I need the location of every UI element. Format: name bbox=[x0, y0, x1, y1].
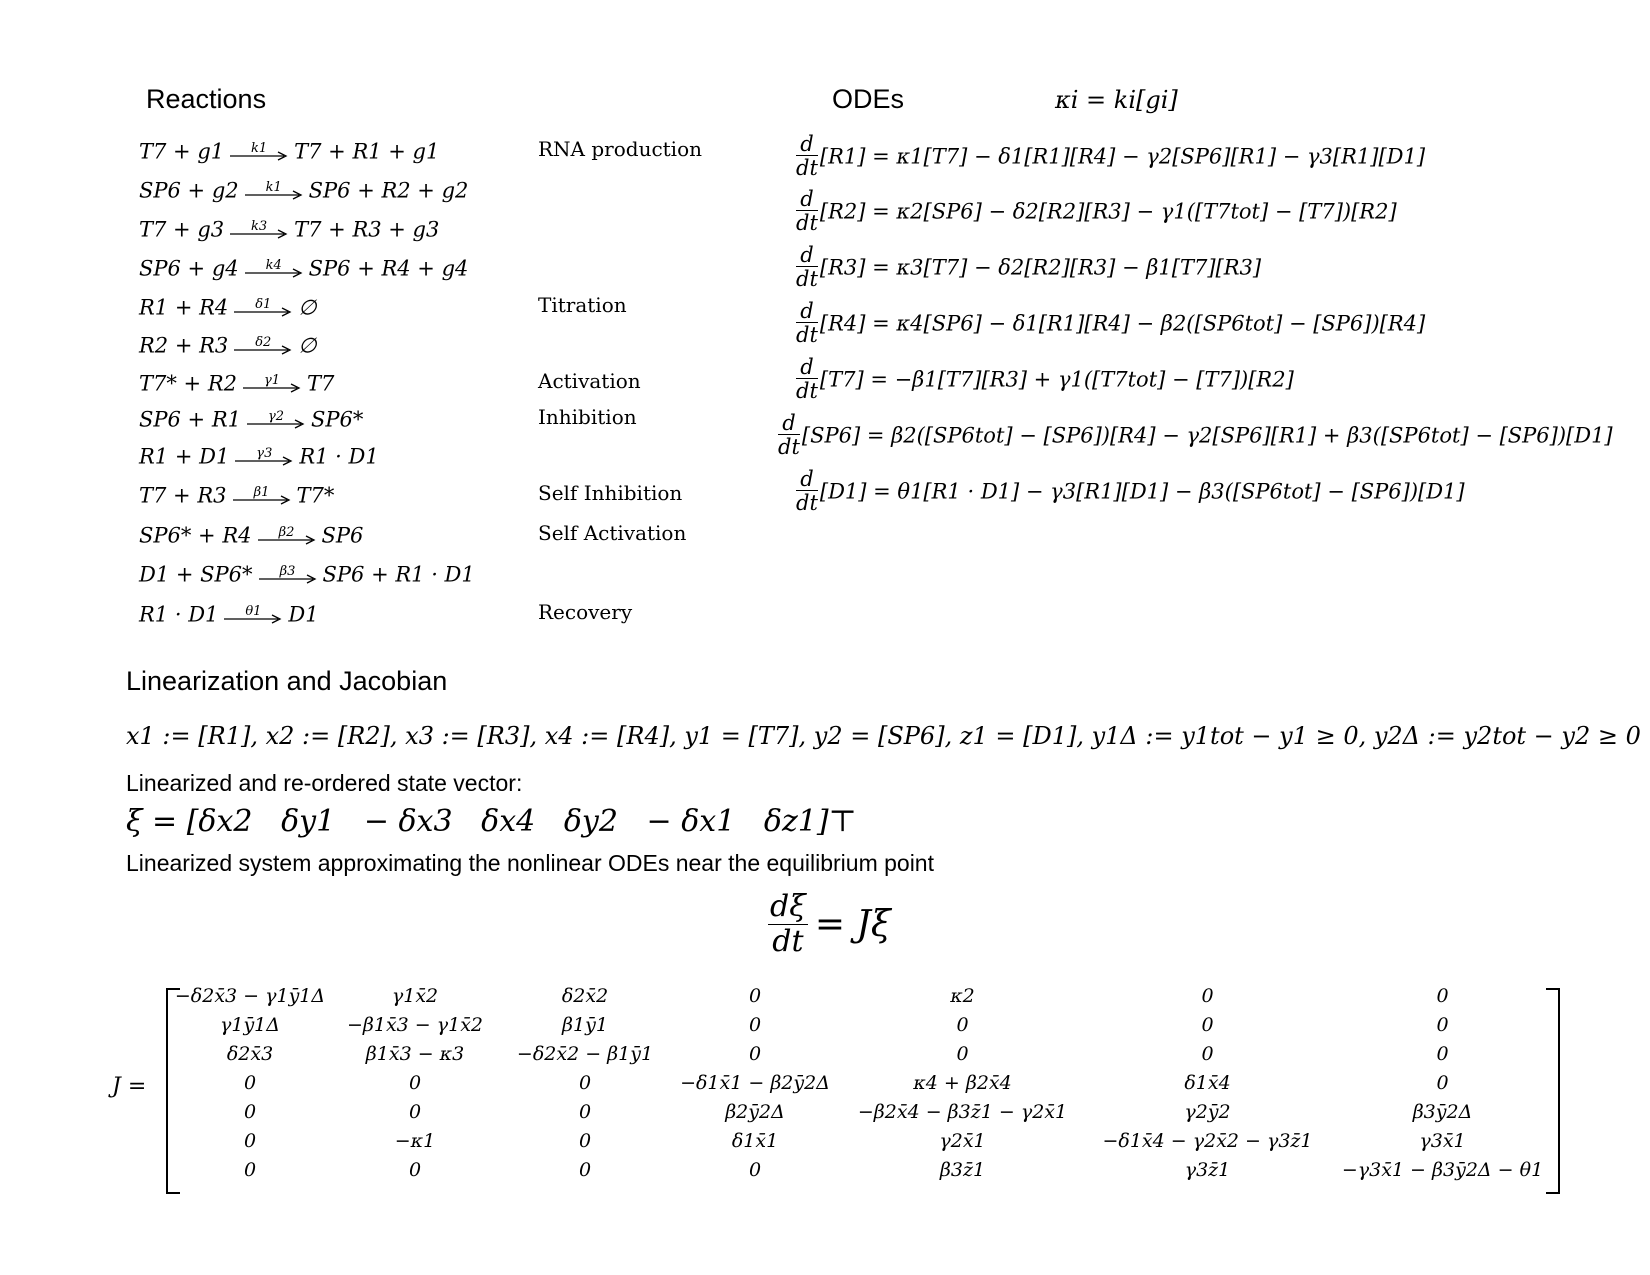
reaction-rate: δ1 bbox=[255, 296, 272, 312]
reaction-rate: k4 bbox=[265, 257, 282, 273]
jacobian-entry: −κ1 bbox=[394, 1130, 436, 1152]
reaction-arrow-icon bbox=[230, 220, 288, 240]
ode-expression: [T7] = −β1[T7][R3] + γ1([T7tot] − [T7])[R2] bbox=[819, 367, 1294, 392]
reaction-row bbox=[139, 289, 317, 323]
derivative-denominator: dt bbox=[796, 379, 818, 403]
reaction-row bbox=[139, 401, 363, 435]
reaction-rate: γ1 bbox=[263, 372, 281, 388]
jacobian-entry: 0 bbox=[243, 1159, 257, 1181]
reaction-products: ∅ bbox=[298, 295, 317, 320]
reaction-category-label: Self Activation bbox=[538, 521, 687, 545]
reaction-arrow-icon bbox=[243, 374, 301, 394]
jacobian-entry: γ2ȳ2 bbox=[1184, 1101, 1231, 1123]
ode-equation bbox=[796, 300, 1425, 358]
reaction-category-label: Titration bbox=[538, 293, 627, 317]
jacobian-entry: γ3x̄1 bbox=[1419, 1130, 1466, 1152]
jacobian-entry: β3ȳ2Δ bbox=[1412, 1101, 1473, 1123]
reaction-reactants: SP6 + g2 bbox=[139, 178, 239, 203]
reactions-heading: Reactions bbox=[146, 84, 267, 114]
reaction-reactants: T7 + g3 bbox=[139, 217, 225, 242]
reaction-row bbox=[139, 556, 475, 590]
ode-equation bbox=[796, 244, 1261, 302]
jacobian-entry: −γ3x̄1 − β3ȳ2Δ − θ1 bbox=[1341, 1159, 1544, 1181]
reaction-products: SP6 + R4 + g4 bbox=[308, 256, 469, 281]
reaction-products: SP6 bbox=[321, 523, 364, 548]
reaction-rate: θ1 bbox=[245, 603, 262, 619]
linearization-heading: Linearization and Jacobian bbox=[126, 666, 448, 696]
reaction-row bbox=[139, 211, 439, 245]
jacobian-entry: δ2x̄2 bbox=[561, 985, 609, 1007]
reaction-rate: k1 bbox=[251, 140, 268, 156]
reaction-products: T7 bbox=[307, 371, 335, 396]
jacobian-entry: −δ1x̄4 − γ2x̄2 − γ3z̄1 bbox=[1102, 1130, 1313, 1152]
jacobian-entry: 0 bbox=[1201, 985, 1214, 1007]
jacobian-entry: −β1x̄3 − γ1x̄2 bbox=[346, 1014, 484, 1036]
derivative-numerator: d bbox=[796, 244, 818, 267]
derivative-denominator: dt bbox=[796, 491, 818, 515]
system-rhs: = Jξ bbox=[814, 904, 891, 945]
jacobian-entry: −β2x̄4 − β3z̄1 − γ2x̄1 bbox=[857, 1101, 1068, 1123]
fraction-numerator: dξ bbox=[770, 889, 806, 924]
jacobian-entry: 0 bbox=[1201, 1014, 1214, 1036]
jacobian-entry: 0 bbox=[1436, 1072, 1449, 1094]
derivative-numerator: d bbox=[778, 412, 800, 435]
reaction-reactants: SP6 + g4 bbox=[139, 256, 239, 281]
reaction-products: T7 + R1 + g1 bbox=[294, 139, 440, 164]
reaction-products: ∅ bbox=[298, 333, 317, 358]
derivative-fraction bbox=[796, 244, 818, 291]
reaction-reactants: D1 + SP6* bbox=[139, 562, 253, 587]
derivative-numerator: d bbox=[796, 133, 818, 156]
jacobian-entry: δ1x̄1 bbox=[731, 1130, 779, 1152]
jacobian-entry: 0 bbox=[578, 1101, 592, 1123]
reaction-category-label: RNA production bbox=[538, 137, 703, 161]
jacobian-entry: 0 bbox=[243, 1072, 257, 1094]
ode-expression: [R2] = κ2[SP6] − δ2[R2][R3] − γ1([T7tot] − [T7])[R2] bbox=[819, 199, 1397, 224]
reaction-rate: δ2 bbox=[255, 334, 272, 350]
jacobian-entry: 0 bbox=[408, 1159, 422, 1181]
derivative-denominator: dt bbox=[796, 267, 818, 291]
reaction-row bbox=[139, 517, 363, 551]
jacobian-entry: 0 bbox=[578, 1130, 592, 1152]
reaction-category-label: Activation bbox=[538, 369, 641, 393]
reaction-products: D1 bbox=[288, 602, 319, 627]
reaction-row bbox=[139, 477, 334, 511]
reaction-reactants: T7 + R3 bbox=[139, 483, 227, 508]
jacobian-entry: β1x̄3 − κ3 bbox=[365, 1043, 465, 1065]
linear-system-equation bbox=[768, 890, 891, 960]
reaction-arrow-icon bbox=[224, 605, 282, 625]
jacobian-entry: γ2x̄1 bbox=[939, 1130, 986, 1152]
reaction-rate: β3 bbox=[279, 563, 296, 579]
jacobian-entry: 0 bbox=[956, 1014, 969, 1036]
state-vector-caption: Linearized and re-ordered state vector: bbox=[126, 770, 523, 796]
reaction-rate: γ3 bbox=[256, 445, 273, 461]
reaction-category-label: Inhibition bbox=[538, 405, 637, 429]
jacobian-entry: κ2 bbox=[950, 985, 975, 1007]
jacobian-entry: 0 bbox=[1436, 1043, 1449, 1065]
dxi-dt-fraction bbox=[768, 890, 808, 959]
jacobian-entry: 0 bbox=[748, 1014, 762, 1036]
reaction-arrow-icon bbox=[230, 142, 288, 162]
jacobian-entry: β3z̄1 bbox=[939, 1159, 986, 1181]
jacobian-entry: 0 bbox=[578, 1072, 592, 1094]
reaction-products: R1 · D1 bbox=[299, 444, 379, 469]
reaction-products: SP6* bbox=[311, 407, 364, 432]
reaction-reactants: SP6* + R4 bbox=[139, 523, 252, 548]
reaction-rate: k1 bbox=[265, 179, 282, 195]
reaction-reactants: R1 + R4 bbox=[139, 295, 229, 320]
reaction-rate: γ2 bbox=[267, 408, 285, 424]
ode-expression: [R3] = κ3[T7] − δ2[R2][R3] − β1[T7][R3] bbox=[819, 255, 1262, 280]
reaction-category-label: Recovery bbox=[538, 600, 633, 624]
reaction-arrow-icon bbox=[233, 486, 291, 506]
derivative-numerator: d bbox=[796, 300, 818, 323]
fraction-denominator: dt bbox=[772, 924, 804, 959]
reaction-row bbox=[139, 172, 468, 206]
reaction-row bbox=[139, 250, 468, 284]
jacobian-entry: −δ1x̄1 − β2ȳ2Δ bbox=[680, 1072, 830, 1094]
derivative-numerator: d bbox=[796, 188, 818, 211]
ode-expression: [SP6] = β2([SP6tot] − [SP6])[R4] − γ2[SP6][R1] + β3([SP6tot] − [SP6])[D1] bbox=[801, 423, 1613, 448]
derivative-fraction bbox=[796, 188, 818, 235]
derivative-fraction bbox=[796, 468, 818, 515]
reaction-rate: β1 bbox=[253, 484, 270, 500]
reaction-row bbox=[139, 365, 334, 399]
jacobian-entry: 0 bbox=[408, 1072, 422, 1094]
jacobian-entry: γ1x̄2 bbox=[391, 985, 439, 1007]
derivative-denominator: dt bbox=[778, 435, 800, 459]
reaction-products: SP6 + R1 · D1 bbox=[322, 562, 475, 587]
reaction-arrow-icon bbox=[234, 336, 292, 356]
ode-equation bbox=[796, 188, 1397, 246]
reaction-reactants: T7 + g1 bbox=[139, 139, 225, 164]
jacobian-entry: 0 bbox=[408, 1101, 422, 1123]
reaction-row bbox=[139, 133, 439, 167]
jacobian-entry: −δ2x̄3 − γ1ȳ1Δ bbox=[174, 985, 326, 1007]
jacobian-entry: −δ2x̄2 − β1ȳ1 bbox=[516, 1043, 654, 1065]
jacobian-entry: γ3z̄1 bbox=[1184, 1159, 1231, 1181]
ode-expression: [R4] = κ4[SP6] − δ1[R1][R4] − β2([SP6tot] − [SP6])[R4] bbox=[819, 311, 1426, 336]
variable-definitions: x1 := [R1], x2 := [R2], x3 := [R3], x4 := [R4], y1 = [T7], y2 = [SP6], z1 = [D1], y1Δ := y1tot − y1 ≥ 0, y2Δ := y2tot − y2 ≥ 0 bbox=[126, 722, 1641, 750]
jacobian-entry: 0 bbox=[748, 1043, 762, 1065]
derivative-fraction bbox=[796, 356, 818, 403]
reaction-arrow-icon bbox=[235, 447, 293, 467]
jacobian-entry: δ1x̄4 bbox=[1184, 1072, 1231, 1094]
ode-expression: [R1] = κ1[T7] − δ1[R1][R4] − γ2[SP6][R1] − γ3[R1][D1] bbox=[819, 144, 1426, 169]
reaction-reactants: R2 + R3 bbox=[139, 333, 229, 358]
jacobian-entry: δ2x̄3 bbox=[226, 1043, 274, 1065]
reaction-products: SP6 + R2 + g2 bbox=[308, 178, 469, 203]
jacobian-matrix bbox=[170, 982, 1555, 1192]
system-caption: Linearized system approximating the nonlinear ODEs near the equilibrium point bbox=[126, 850, 934, 876]
derivative-denominator: dt bbox=[796, 323, 818, 347]
jacobian-entry: β2ȳ2Δ bbox=[725, 1101, 785, 1123]
jacobian-entry: β1ȳ1 bbox=[562, 1014, 608, 1036]
derivative-fraction bbox=[778, 412, 800, 459]
jacobian-entry: γ1ȳ1Δ bbox=[220, 1014, 280, 1036]
reaction-reactants: SP6 + R1 bbox=[139, 407, 241, 432]
derivative-numerator: d bbox=[796, 468, 818, 491]
jacobian-entry: 0 bbox=[956, 1043, 969, 1065]
jacobian-label: J = bbox=[112, 1074, 147, 1099]
reaction-row bbox=[139, 327, 317, 361]
reaction-arrow-icon bbox=[259, 565, 317, 585]
derivative-numerator: d bbox=[796, 356, 818, 379]
reaction-products: T7* bbox=[296, 483, 335, 508]
jacobian-entry: 0 bbox=[1201, 1043, 1214, 1065]
reaction-row bbox=[139, 596, 319, 630]
ode-equation bbox=[796, 356, 1294, 414]
jacobian-entry: 0 bbox=[578, 1159, 592, 1181]
jacobian-entry: κ4 + β2x̄4 bbox=[913, 1072, 1012, 1094]
jacobian-entry: 0 bbox=[748, 985, 762, 1007]
reaction-rate: β2 bbox=[278, 524, 295, 540]
reaction-rate: k3 bbox=[251, 218, 268, 234]
derivative-fraction bbox=[796, 133, 818, 180]
jacobian-entry: 0 bbox=[243, 1130, 257, 1152]
ode-equation bbox=[796, 133, 1425, 191]
derivative-denominator: dt bbox=[796, 211, 818, 235]
ode-equation bbox=[778, 412, 1613, 470]
kappa-definition: κi = ki[gi] bbox=[1055, 86, 1178, 114]
reaction-row bbox=[139, 438, 379, 472]
reaction-category-label: Self Inhibition bbox=[538, 481, 683, 505]
derivative-fraction bbox=[796, 300, 818, 347]
jacobian-entry: 0 bbox=[243, 1101, 257, 1123]
jacobian-entry: 0 bbox=[1436, 985, 1449, 1007]
reaction-reactants: T7* + R2 bbox=[139, 371, 237, 396]
jacobian-entry: 0 bbox=[1436, 1014, 1449, 1036]
reaction-arrow-icon bbox=[234, 298, 292, 318]
jacobian-entry: 0 bbox=[748, 1159, 762, 1181]
reaction-arrow-icon bbox=[245, 259, 303, 279]
reaction-products: T7 + R3 + g3 bbox=[294, 217, 440, 242]
odes-heading: ODEs bbox=[832, 84, 905, 114]
derivative-denominator: dt bbox=[796, 156, 818, 180]
reaction-arrow-icon bbox=[247, 410, 305, 430]
reaction-reactants: R1 + D1 bbox=[139, 444, 230, 469]
reaction-arrow-icon bbox=[258, 526, 316, 546]
ode-expression: [D1] = θ1[R1 · D1] − γ3[R1][D1] − β3([SP6tot] − [SP6])[D1] bbox=[819, 479, 1465, 504]
state-vector: ξ = [δx2 δy1 − δx3 δx4 δy2 − δx1 δz1]⊤ bbox=[126, 804, 857, 839]
reaction-reactants: R1 · D1 bbox=[139, 602, 219, 627]
reaction-arrow-icon bbox=[245, 181, 303, 201]
ode-equation bbox=[796, 468, 1465, 526]
